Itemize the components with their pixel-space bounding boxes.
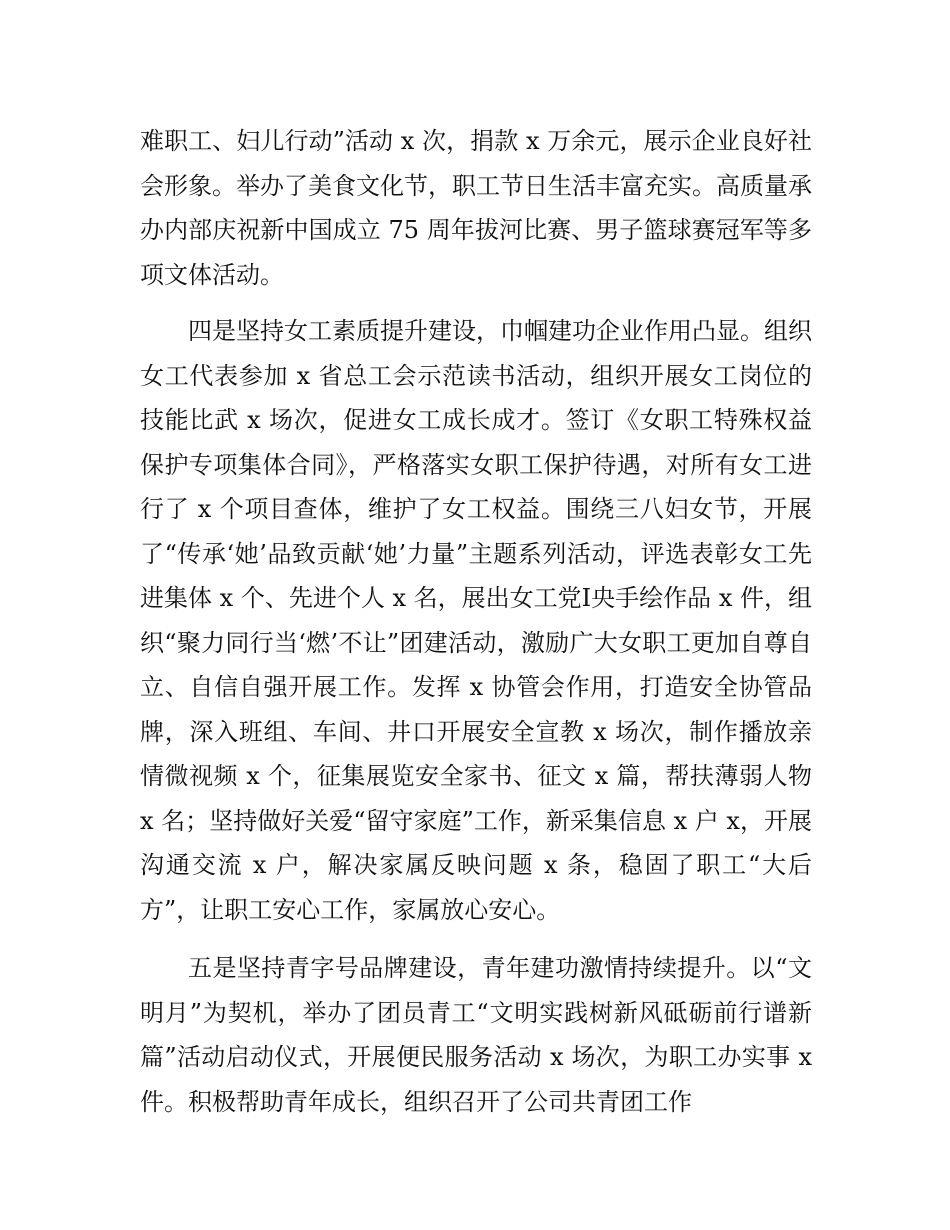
paragraph-women-workers: 四是坚持女工素质提升建设，巾帼建功企业作用凸显。组织女工代表参加 x 省总工会示范读书活动，组织开展女工岗位的技能比武 x 场次，促进女工成长成才。签订《女职工特殊权益保护专项集体合同》，严格落实女职工保护待遇，对所有女工进行了 x 个项目查体，维护了女工权益。围绕三八妇女节，开展了“传承‘她’品致贡献‘她’力量”主题系列活动，评选表彰女工先进集体 x 个、先进个人 x 名，展出女工党Ⅰ央手绘作品 x 件，组织“聚力同行当‘燃’不让”团建活动，激励广大女职工更加自尊自立、自信自强开展工作。发挥 x 协管会作用，打造安全协管品牌，深入班组、车间、井口开展安全宣教 x 场次，制作播放亲情微视频 x 个，征集展览安全家书、征文 x 篇，帮扶薄弱人物 x 名；坚持做好关爱“留守家庭”工作，新采集信息 x 户 x，开展沟通交流 x 户，解决家属反映问题 x 条，稳固了职工“大后方”，让职工安心工作，家属放心安心。 bbox=[140, 317, 812, 924]
paragraph-youth-brand: 五是坚持青字号品牌建设，青年建功激情持续提升。以“文明月”为契机，举办了团员青工“文明实践树新风砥砺前行谱新篇”活动启动仪式，开展便民服务活动 x 场次，为职工办实事 x 件。积极帮助青年成长，组织召开了公司共青团工作 bbox=[140, 954, 812, 1116]
document-body bbox=[140, 119, 812, 1124]
paragraph-continuation: 难职工、妇儿行动”活动 x 次，捐款 x 万余元，展示企业良好社会形象。举办了美食文化节，职工节日生活丰富充实。高质量承办内部庆祝新中国成立 75 周年拔河比赛、男子篮球赛冠军等多项文体活动。 bbox=[140, 127, 812, 289]
